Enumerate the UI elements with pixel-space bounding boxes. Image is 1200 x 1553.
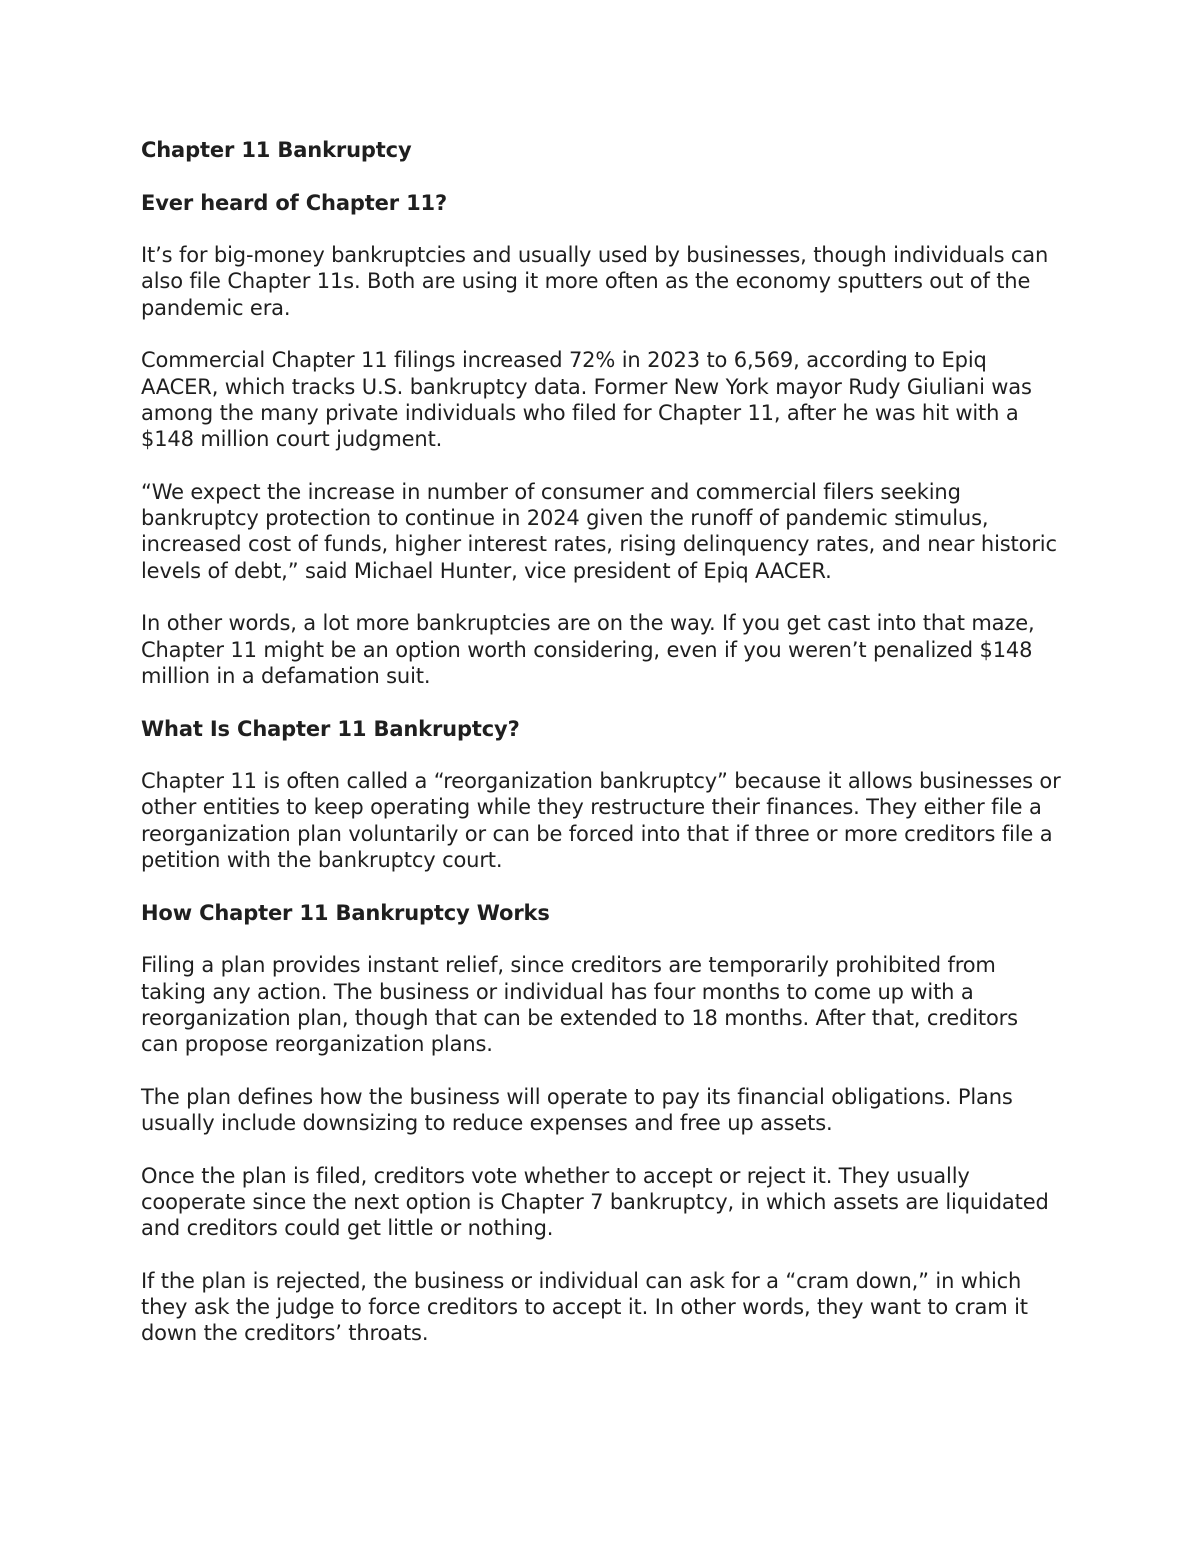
- paragraph: “We expect the increase in number of consumer and commercial filers seeking bankruptcy protection to continue in 2024 given the runoff of pandemic stimulus, increased cost of funds, higher interest rates, rising delinquency rates, and near historic levels of debt,” said Michael Hunter, vice president of Epiq AACER.: [141, 479, 1057, 583]
- paragraph: Filing a plan provides instant relief, since creditors are temporarily prohibited from taking any action. The business or individual has four months to come up with a reorganization plan, though that can be extended to 18 months. After that, creditors can propose reorganization plans.: [141, 953, 1018, 1057]
- section-heading-what-is: What Is Chapter 11 Bankruptcy?: [141, 716, 520, 741]
- document-page: [141, 137, 1061, 1373]
- paragraph: Commercial Chapter 11 filings increased 72% in 2023 to 6,569, according to Epiq AACER, which tracks U.S. bankruptcy data. Former New York mayor Rudy Giuliani was among the many private individuals who filed for Chapter 11, after he was hit with a $148 million court judgment.: [141, 348, 1032, 452]
- paragraph: The plan defines how the business will operate to pay its financial obligations. Plans usually include downsizing to reduce expenses and free up assets.: [141, 1084, 1013, 1135]
- intro-heading: Ever heard of Chapter 11?: [141, 190, 448, 215]
- paragraph: If the plan is rejected, the business or individual can ask for a “cram down,” in which they ask the judge to force creditors to accept it. In other words, they want to cram it down the creditors’ throats.: [141, 1268, 1028, 1346]
- paragraph: Chapter 11 is often called a “reorganization bankruptcy” because it allows businesses or other entities to keep operating while they restructure their finances. They either file a reorganization plan voluntarily or can be forced into that if three or more creditors file a petition with the bankruptcy court.: [141, 769, 1061, 873]
- section-heading-how-it-works: How Chapter 11 Bankruptcy Works: [141, 900, 550, 925]
- paragraph: It’s for big-money bankruptcies and usually used by businesses, though individuals can also file Chapter 11s. Both are using it more often as the economy sputters out of the pandemic era.: [141, 243, 1049, 320]
- paragraph: In other words, a lot more bankruptcies are on the way. If you get cast into that maze, Chapter 11 might be an option worth considering, even if you weren’t penalized $148 million in a defamation suit.: [141, 611, 1035, 688]
- paragraph: Once the plan is filed, creditors vote whether to accept or reject it. They usually cooperate since the next option is Chapter 7 bankruptcy, in which assets are liquidated and creditors could get little or nothing.: [141, 1163, 1049, 1241]
- document-title: Chapter 11 Bankruptcy: [141, 138, 412, 162]
